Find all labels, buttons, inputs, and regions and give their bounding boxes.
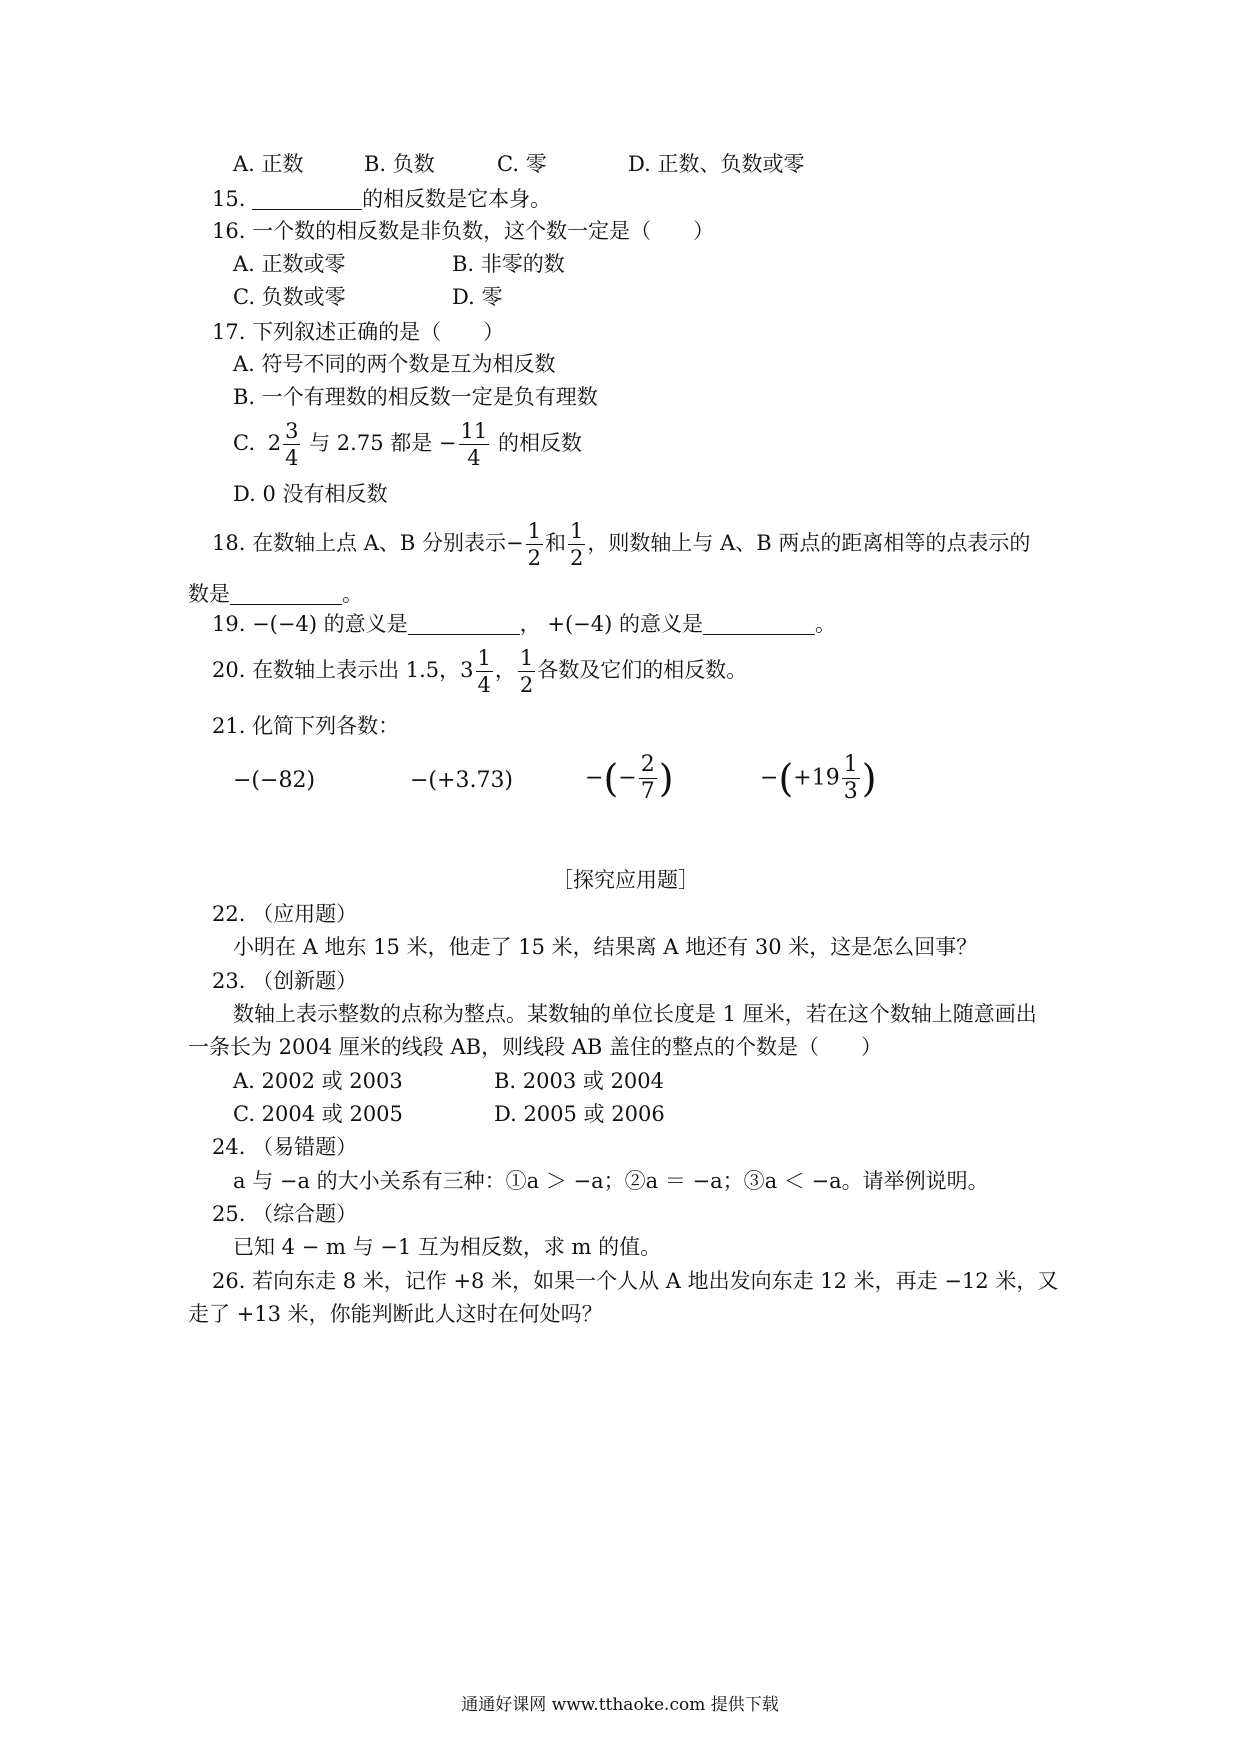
q23-option-c: C. 2004 或 2005 xyxy=(233,1102,403,1126)
denominator: 2 xyxy=(527,546,542,570)
denominator: 2 xyxy=(519,673,534,697)
numerator: 11 xyxy=(460,419,488,443)
answer-blank xyxy=(252,187,362,210)
denominator: 4 xyxy=(467,446,481,470)
minus-sign: − xyxy=(506,531,524,555)
q20-text: 各数及它们的相反数。 xyxy=(537,658,748,682)
question-18 xyxy=(212,518,1030,571)
q23-line1: 数轴上表示整数的点称为整点。某数轴的单位长度是 1 厘米，若在这个数轴上随意画出 xyxy=(233,1002,1037,1026)
q21-expression-4 xyxy=(760,752,877,805)
q14-option-a: A. 正数 xyxy=(233,152,304,176)
minus-sign: − xyxy=(760,765,779,791)
q14-option-b: B. 负数 xyxy=(364,152,435,176)
q26-line1: 26. 若向东走 8 米，记作 +8 米，如果一个人从 A 地出发向东走 12 米，再走 −12 米，又 xyxy=(212,1269,1059,1293)
q17-option-d: D. 0 没有相反数 xyxy=(233,482,388,506)
expression-text: +19 xyxy=(793,765,840,791)
numerator: 1 xyxy=(477,646,491,670)
q18-text: 数是 xyxy=(188,582,230,606)
option-text: 与 2.75 都是 xyxy=(309,431,433,455)
q26-line2: 走了 +13 米，你能判断此人这时在何处吗？ xyxy=(188,1302,603,1326)
fraction xyxy=(842,752,860,805)
answer-blank xyxy=(408,612,520,635)
q17-option-a: A. 符号不同的两个数是互为相反数 xyxy=(233,352,556,376)
numerator: 1 xyxy=(519,646,534,670)
q24-label: 24. （易错题） xyxy=(212,1135,358,1159)
question-15 xyxy=(212,185,551,213)
q24-text: a 与 −a 的大小关系有三种：①a ＞ −a；②a ＝ −a；③a ＜ −a。请举例说明。 xyxy=(233,1169,989,1193)
q15-text: 的相反数是它本身。 xyxy=(362,187,552,211)
minus-sign: − xyxy=(618,765,637,791)
q17-option-b: B. 一个有理数的相反数一定是负有理数 xyxy=(233,385,598,409)
denominator: 3 xyxy=(843,779,858,804)
fraction xyxy=(459,418,490,471)
mixed-whole: 3 xyxy=(460,658,474,682)
left-paren: ( xyxy=(778,756,794,801)
fraction xyxy=(526,518,543,571)
fraction xyxy=(283,418,300,471)
q25-label: 25. （综合题） xyxy=(212,1202,358,1226)
q20-text: 20. 在数轴上表示出 1.5， xyxy=(212,658,461,682)
q18-text: ，则数轴上与 A、B 两点的距离相等的点表示的 xyxy=(587,531,1031,555)
q16-option-d: D. 零 xyxy=(452,285,503,309)
left-paren: ( xyxy=(603,756,619,801)
denominator: 4 xyxy=(285,446,299,470)
fraction xyxy=(568,518,585,571)
q19-text: 。 xyxy=(814,612,836,636)
q23-option-a: A. 2002 或 2003 xyxy=(233,1069,403,1093)
q22-text: 小明在 A 地东 15 米，他走了 15 米，结果离 A 地还有 30 米，这是怎么回事？ xyxy=(233,935,978,959)
q20-text: ， xyxy=(494,658,516,682)
numerator: 3 xyxy=(285,419,299,443)
answer-blank xyxy=(703,612,815,635)
numerator: 1 xyxy=(527,519,542,543)
q16-option-a: A. 正数或零 xyxy=(233,252,346,276)
q15-number: 15. xyxy=(212,187,246,211)
minus-sign: − xyxy=(585,765,604,791)
fraction xyxy=(639,752,657,805)
q16-option-b: B. 非零的数 xyxy=(452,252,565,276)
denominator: 4 xyxy=(477,673,491,697)
q18-text: 。 xyxy=(342,582,363,606)
question-20 xyxy=(212,645,747,698)
minus-sign: − xyxy=(438,431,457,455)
numerator: 2 xyxy=(640,752,655,777)
q18-text: 18. 在数轴上点 A、B 分别表示 xyxy=(212,531,507,555)
q21-expression-1: −(−82) xyxy=(233,768,316,793)
right-paren: ) xyxy=(658,756,674,801)
denominator: 7 xyxy=(640,779,655,804)
q23-label: 23. （创新题） xyxy=(212,969,358,993)
q14-option-c: C. 零 xyxy=(497,152,547,176)
denominator: 2 xyxy=(570,546,584,570)
page-footer: 通通好课网 www.tthaoke.com 提供下载 xyxy=(461,1695,779,1715)
section-heading: ［探究应用题］ xyxy=(552,868,699,892)
answer-blank xyxy=(230,582,342,605)
q14-option-d: D. 正数、负数或零 xyxy=(628,152,805,176)
right-paren: ) xyxy=(861,756,877,801)
fraction xyxy=(476,645,493,698)
question-19 xyxy=(212,610,836,638)
question-18-line2 xyxy=(188,580,363,608)
q23-option-d: D. 2005 或 2006 xyxy=(494,1102,665,1126)
q25-text: 已知 4 − m 与 −1 互为相反数，求 m 的值。 xyxy=(233,1235,662,1259)
numerator: 1 xyxy=(843,752,858,777)
q19-text: 19. −(−4) 的意义是 xyxy=(212,612,408,636)
q16-stem: 16. 一个数的相反数是非负数，这个数一定是（ ） xyxy=(212,219,715,243)
q21-expression-3 xyxy=(585,752,674,805)
q16-option-c: C. 负数或零 xyxy=(233,285,346,309)
q17-option-c xyxy=(233,418,582,471)
q18-text: 和 xyxy=(545,531,567,555)
option-text: 的相反数 xyxy=(497,431,582,455)
q23-option-b: B. 2003 或 2004 xyxy=(494,1069,665,1093)
q19-text: ， +(−4) 的意义是 xyxy=(519,612,703,636)
numerator: 1 xyxy=(570,519,584,543)
q17-stem: 17. 下列叙述正确的是（ ） xyxy=(212,320,505,344)
option-letter: C. xyxy=(233,431,255,455)
fraction xyxy=(518,645,535,698)
q21-expression-2: −(+3.73) xyxy=(410,768,514,793)
q21-stem: 21. 化简下列各数： xyxy=(212,714,400,738)
mixed-whole: 2 xyxy=(267,431,282,455)
q23-line2: 一条长为 2004 厘米的线段 AB，则线段 AB 盖住的整点的个数是（ ） xyxy=(188,1035,883,1059)
q22-label: 22. （应用题） xyxy=(212,902,358,926)
